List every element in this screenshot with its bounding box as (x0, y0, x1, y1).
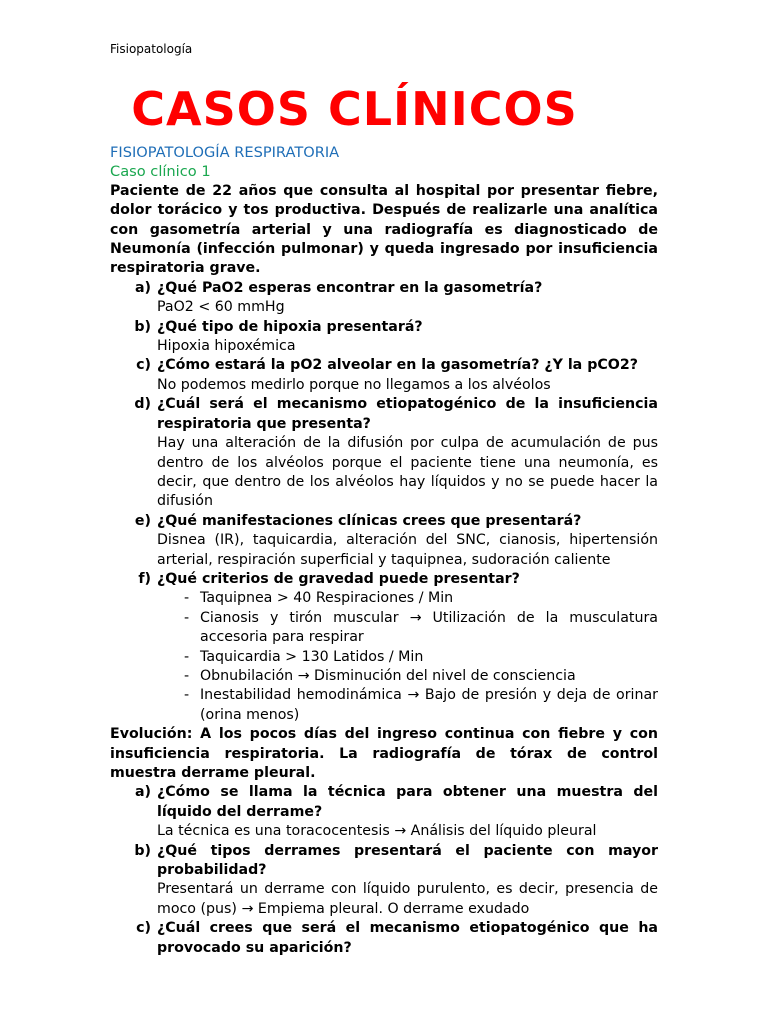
criteria-text: Taquipnea > 40 Respiraciones / Min (200, 590, 454, 607)
criteria-bullet: - (183, 609, 190, 626)
answer-text: Hipoxia hipoxémica (157, 338, 296, 355)
question-text: ¿Qué manifestaciones clínicas crees que presentará? (157, 512, 582, 529)
answer-text: Presentará un derrame con líquido purulento, es decir, presencia de moco (pus) → Empiema pleural. O derrame exudado (157, 881, 658, 917)
question-text: ¿Qué criterios de gravedad puede presentar? (157, 570, 520, 587)
question-item (110, 570, 658, 725)
question-label: b) (134, 842, 151, 859)
evolution-paragraph: Evolución: A los pocos días del ingreso continua con fiebre y con insuficiencia respiratoria. La radiografía de tórax de control muestra derrame pleural. (110, 726, 658, 781)
document-content (110, 143, 658, 958)
question-item (110, 512, 658, 570)
page-header-label: Fisiopatología (110, 42, 193, 56)
answer-text: Disnea (IR), taquicardia, alteración del SNC, cianosis, hipertensión arterial, respiración superficial y taquipnea, sudoración caliente (157, 532, 658, 568)
section-heading: FISIOPATOLOGÍA RESPIRATORIA (110, 144, 340, 161)
answer-text: PaO2 < 60 mmHg (157, 299, 285, 316)
question-item (110, 356, 658, 395)
criteria-item (173, 609, 658, 648)
criteria-text: Taquicardia > 130 Latidos / Min (200, 648, 424, 665)
question-text: ¿Cuál será el mecanismo etiopatogénico de la insuficiencia respiratoria que presenta? (157, 396, 658, 432)
answer-text: No podemos medirlo porque no llegamos a los alvéolos (157, 376, 551, 393)
page-title: CASOS CLÍNICOS (131, 82, 578, 136)
criteria-item (173, 589, 658, 608)
question-item (110, 842, 658, 920)
question-label: d) (134, 396, 151, 413)
criteria-item (173, 686, 658, 725)
question-text: ¿Cómo se llama la técnica para obtener una muestra del líquido del derrame? (157, 784, 658, 820)
question-text: ¿Qué tipos derrames presentará el paciente con mayor probabilidad? (157, 842, 658, 879)
question-label: c) (136, 920, 151, 937)
question-text: ¿Cuál crees que será el mecanismo etiopatogénico que ha provocado su aparición? (157, 920, 658, 956)
answer-text: La técnica es una toracocentesis → Análisis del líquido pleural (157, 823, 597, 840)
criteria-item (173, 648, 658, 667)
case-intro-paragraph: Paciente de 22 años que consulta al hospital por presentar fiebre, dolor torácico y tos productiva. Después de realizarle una analítica con gasometría arterial y una radiografía es diagnosticado de Neumonía (infección pulmonar) y queda ingresado por insuficiencia respiratoria grave. (110, 182, 658, 277)
criteria-bullet: - (183, 687, 190, 704)
question-text: ¿Qué PaO2 esperas encontrar en la gasometría? (157, 279, 543, 296)
question-label: e) (134, 512, 151, 529)
criteria-bullet: - (183, 590, 190, 607)
criteria-text: Cianosis y tirón muscular → Utilización de la musculatura accesoria para respirar (200, 609, 658, 646)
criteria-text: Inestabilidad hemodinámica → Bajo de presión y deja de orinar (orina menos) (200, 687, 658, 723)
question-item (110, 783, 658, 841)
criteria-text: Obnubilación → Disminución del nivel de consciencia (200, 667, 576, 684)
question-text: ¿Qué tipo de hipoxia presentará? (157, 318, 423, 335)
case-heading: Caso clínico 1 (110, 163, 211, 181)
question-label: c) (136, 357, 151, 374)
question-item (110, 318, 658, 357)
question-item (110, 919, 658, 958)
question-item (110, 279, 658, 318)
criteria-bullet: - (183, 667, 190, 684)
criteria-item (173, 667, 658, 686)
question-text: ¿Cómo estará la pO2 alveolar en la gasometría? ¿Y la pCO2? (157, 357, 638, 374)
criteria-bullet: - (183, 648, 190, 665)
answer-text: Hay una alteración de la difusión por culpa de acumulación de pus dentro de los alvéolos porque el paciente tiene una neumonía, es decir, que dentro de los alvéolos hay líquidos y no se puede hacer la difusión (157, 435, 658, 510)
question-label: b) (134, 318, 151, 335)
question-label: f) (138, 570, 151, 587)
question-label: a) (134, 784, 151, 801)
question-label: a) (134, 279, 151, 296)
question-item (110, 395, 658, 511)
